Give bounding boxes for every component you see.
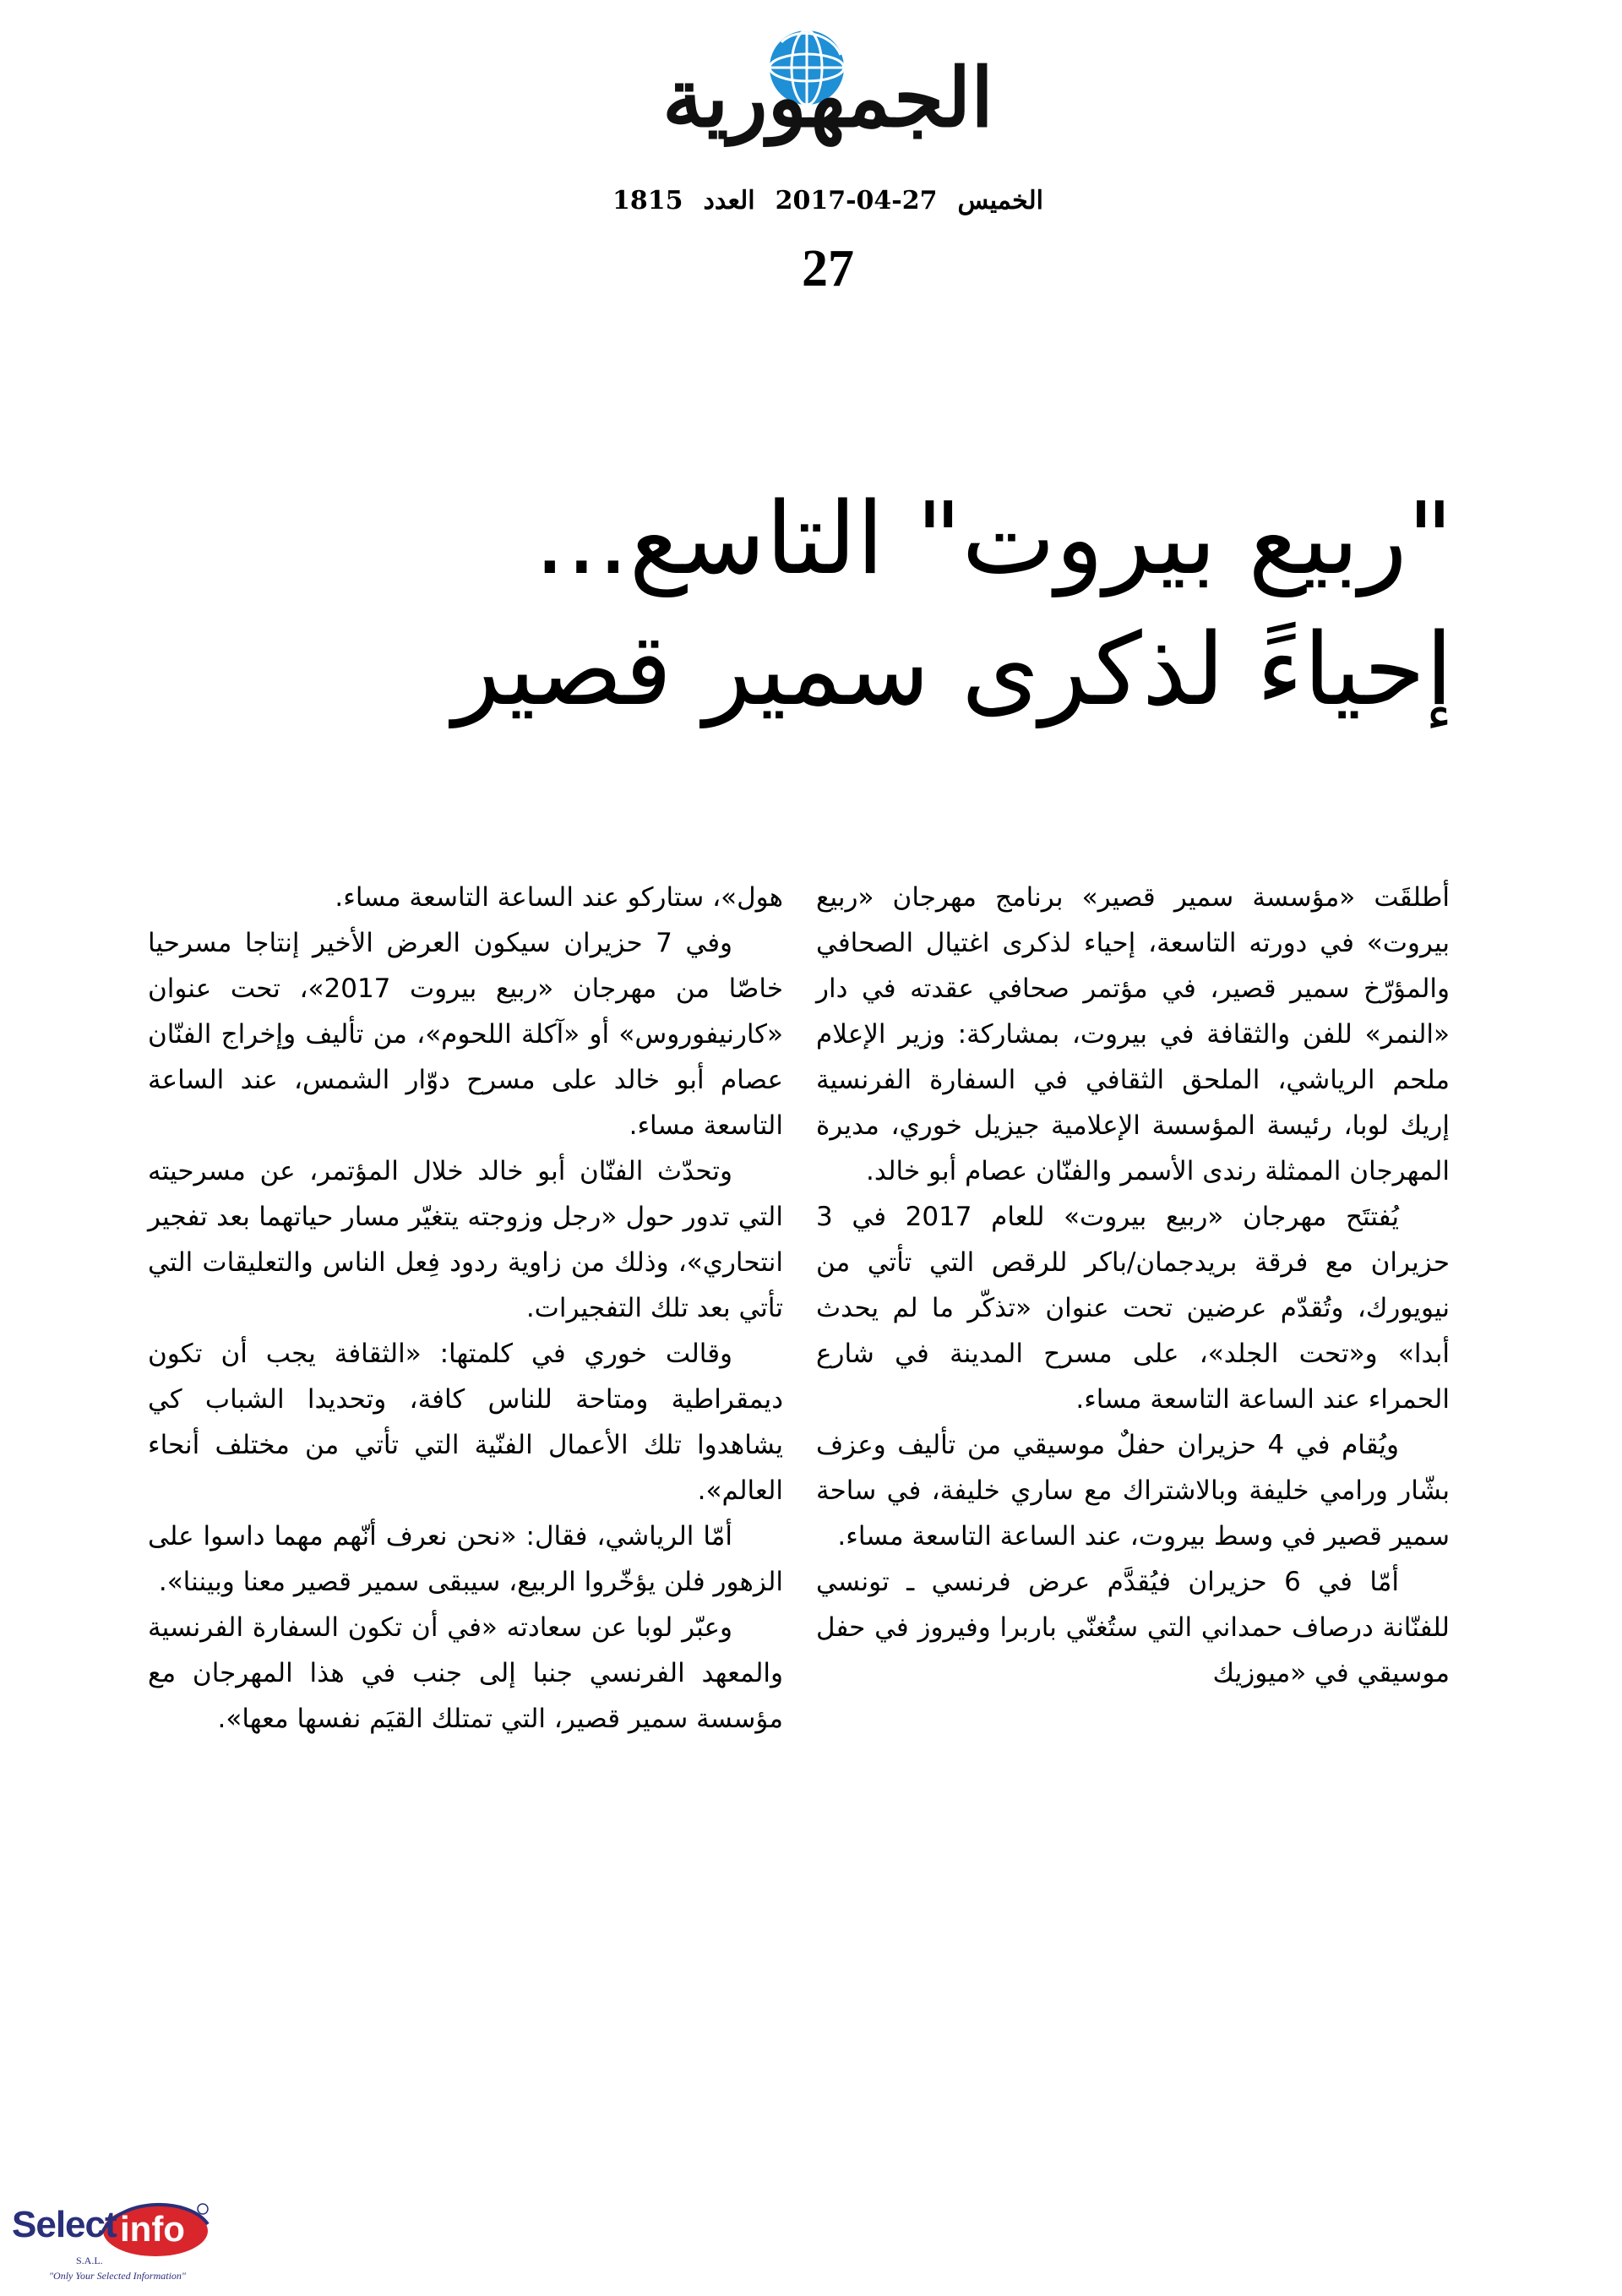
paragraph: وفي 7 حزيران سيكون العرض الأخير إنتاجا مسرحيا خاصّا من مهرجان «ربيع بيروت 2017»، تحت عنوان «كارنيفوروس» أو «آكلة اللحوم»، من تأليف وإخراج الفنّان عصام أبو خالد على مسرح دوّار الشمس، عند الساعة التاسعة مساء. — [148, 928, 783, 1141]
issue-day: الخميس — [957, 186, 1043, 215]
headline-line-2: إحياءً لذكرى سمير قصير — [452, 611, 1453, 728]
paragraph: وتحدّث الفنّان أبو خالد خلال المؤتمر، عن مسرحيته التي تدور حول «رجل وزوجته يتغيّر مسار حياتهما بعد تفجير انتحاري»، وذلك من زاوية ردود فِعل الناس والتعليقات التي تأتي بعد تلك التفجيرات. — [148, 1156, 783, 1323]
newspaper-name: الجمهورية — [662, 50, 993, 145]
article-column-right — [816, 875, 1450, 1696]
logo-sal: S.A.L. — [76, 2255, 103, 2266]
headline — [253, 473, 1453, 735]
issue-number: 1815 — [612, 186, 683, 215]
headline-line-1: "ربيع بيروت" التاسع... — [534, 480, 1453, 597]
masthead — [642, 24, 1014, 150]
issue-line — [591, 184, 1064, 218]
logo-word-select: Select — [12, 2204, 117, 2245]
issue-label: العدد — [703, 186, 755, 215]
paragraph: أمّا في 6 حزيران فيُقدَّم عرض فرنسي ـ تونسي للفنّانة درصاف حمداني التي ستُغنّي باربرا وفيروز في حفل موسيقي في «ميوزيك — [816, 1567, 1450, 1688]
paragraph: وقالت خوري في كلمتها: «الثقافة يجب أن تكون ديمقراطية ومتاحة للناس كافة، وتحديدا الشباب كي يشاهدوا تلك الأعمال الفنّية التي تأتي من مختلف أنحاء العالم». — [148, 1339, 783, 1506]
paragraph: وعبّر لوبا عن سعادته «في أن تكون السفارة الفرنسية والمعهد الفرنسي جنبا إلى جنب في هذا المهرجان مع مؤسسة سمير قصير، التي تمتلك القيَم نفسها معها». — [148, 1612, 783, 1734]
paragraph: يُفتتَح مهرجان «ربيع بيروت» للعام 2017 في 3 حزيران مع فرقة بريدجمان/باكر للرقص التي تأتي من نيويورك، وتُقدّم عرضين تحت عنوان «تذكّر ما لم يحدث أبدا» و«تحت الجلد»، على مسرح المدينة في شارع الحمراء عند الساعة التاسعة مساء. — [816, 1202, 1450, 1415]
selectinfo-logo — [12, 2197, 215, 2290]
logo-word-info: info — [120, 2209, 185, 2249]
paragraph: أمّا الرياشي، فقال: «نحن نعرف أنّهم مهما داسوا على الزهور فلن يؤخّروا الربيع، سيبقى سمير قصير معنا وبيننا». — [148, 1521, 783, 1597]
page-number: 27 — [802, 240, 854, 297]
logo-tagline: "Only Your Selected Information" — [49, 2270, 186, 2282]
paragraph: ويُقام في 4 حزيران حفلٌ موسيقي من تأليف وعزف بشّار ورامي خليفة وبالاشتراك مع ساري خليفة، في ساحة سمير قصير في وسط بيروت، عند الساعة التاسعة مساء. — [816, 1430, 1450, 1552]
issue-date: 27-04-2017 — [775, 186, 938, 215]
article-column-left — [148, 875, 783, 1742]
paragraph: هول»، ستاركو عند الساعة التاسعة مساء. — [335, 882, 783, 913]
paragraph: أطلقَت «مؤسسة سمير قصير» برنامج مهرجان «ربيع بيروت» في دورته التاسعة، إحياء لذكرى اغتيال الصحافي والمؤرّخ سمير قصير، في مؤتمر صحافي عقدته في دار «النمر» للفن والثقافة في بيروت، بمشاركة: وزير الإعلام ملحم الرياشي، الملحق الثقافي في السفارة الفرنسية إريك لوبا، رئيسة المؤسسة الإعلامية جيزيل خوري، مديرة المهرجان الممثلة رندى الأسمر والفنّان عصام أبو خالد. — [816, 882, 1450, 1186]
